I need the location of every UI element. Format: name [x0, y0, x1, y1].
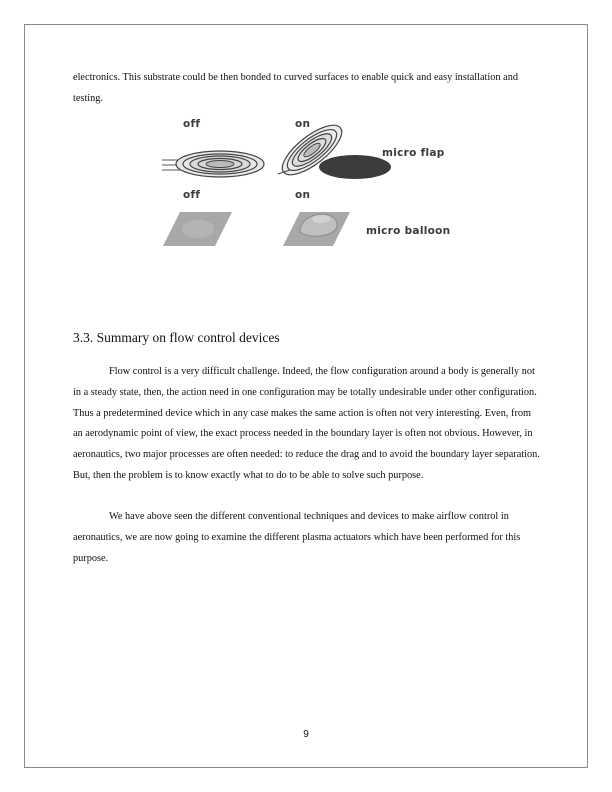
- micro-flap-on-drawing: [275, 117, 391, 183]
- page-number: 9: [303, 729, 309, 740]
- figure-illustration: [150, 112, 460, 260]
- body-paragraph-2: We have above seen the different conventional techniques and devices to make airflow control in aeronautics, we are now going to examine the different plasma actuators which have been performed for this purpose.: [73, 511, 521, 564]
- micro-actuators-figure: [150, 112, 460, 260]
- balloon-off-label: off: [183, 189, 201, 201]
- micro-flap-off-drawing: [162, 151, 264, 177]
- section-heading: 3.3. Summary on flow control devices: [73, 330, 280, 345]
- balloon-on-label: on: [295, 189, 311, 201]
- intro-paragraph: electronics. This substrate could be then bonded to curved surfaces to enable quick and easy installation and testing.: [73, 72, 519, 104]
- micro-balloon-on-drawing: [283, 212, 350, 246]
- micro-balloon-caption: micro balloon: [366, 225, 451, 237]
- body-paragraph-1: Flow control is a very difficult challenge. Indeed, the flow configuration around a body is generally not in a steady state, then, the action need in one configuration may be totally undesirable under other configuration. Thus a predetermined device which in any case makes the same action is often not very interesting. Even, from an aerodynamic point of view, the exact process needed in the boundary layer is often not obvious. However, in aeronautics, two major processes are often needed: to reduce the drag and to avoid the boundary layer separation. But, then the problem is to know exactly what to do to be able to solve such purpose.: [73, 366, 540, 481]
- micro-flap-caption: micro flap: [382, 147, 445, 159]
- flap-off-label: off: [183, 118, 201, 130]
- micro-balloon-off-drawing: [163, 212, 232, 246]
- flap-on-label: on: [295, 118, 311, 130]
